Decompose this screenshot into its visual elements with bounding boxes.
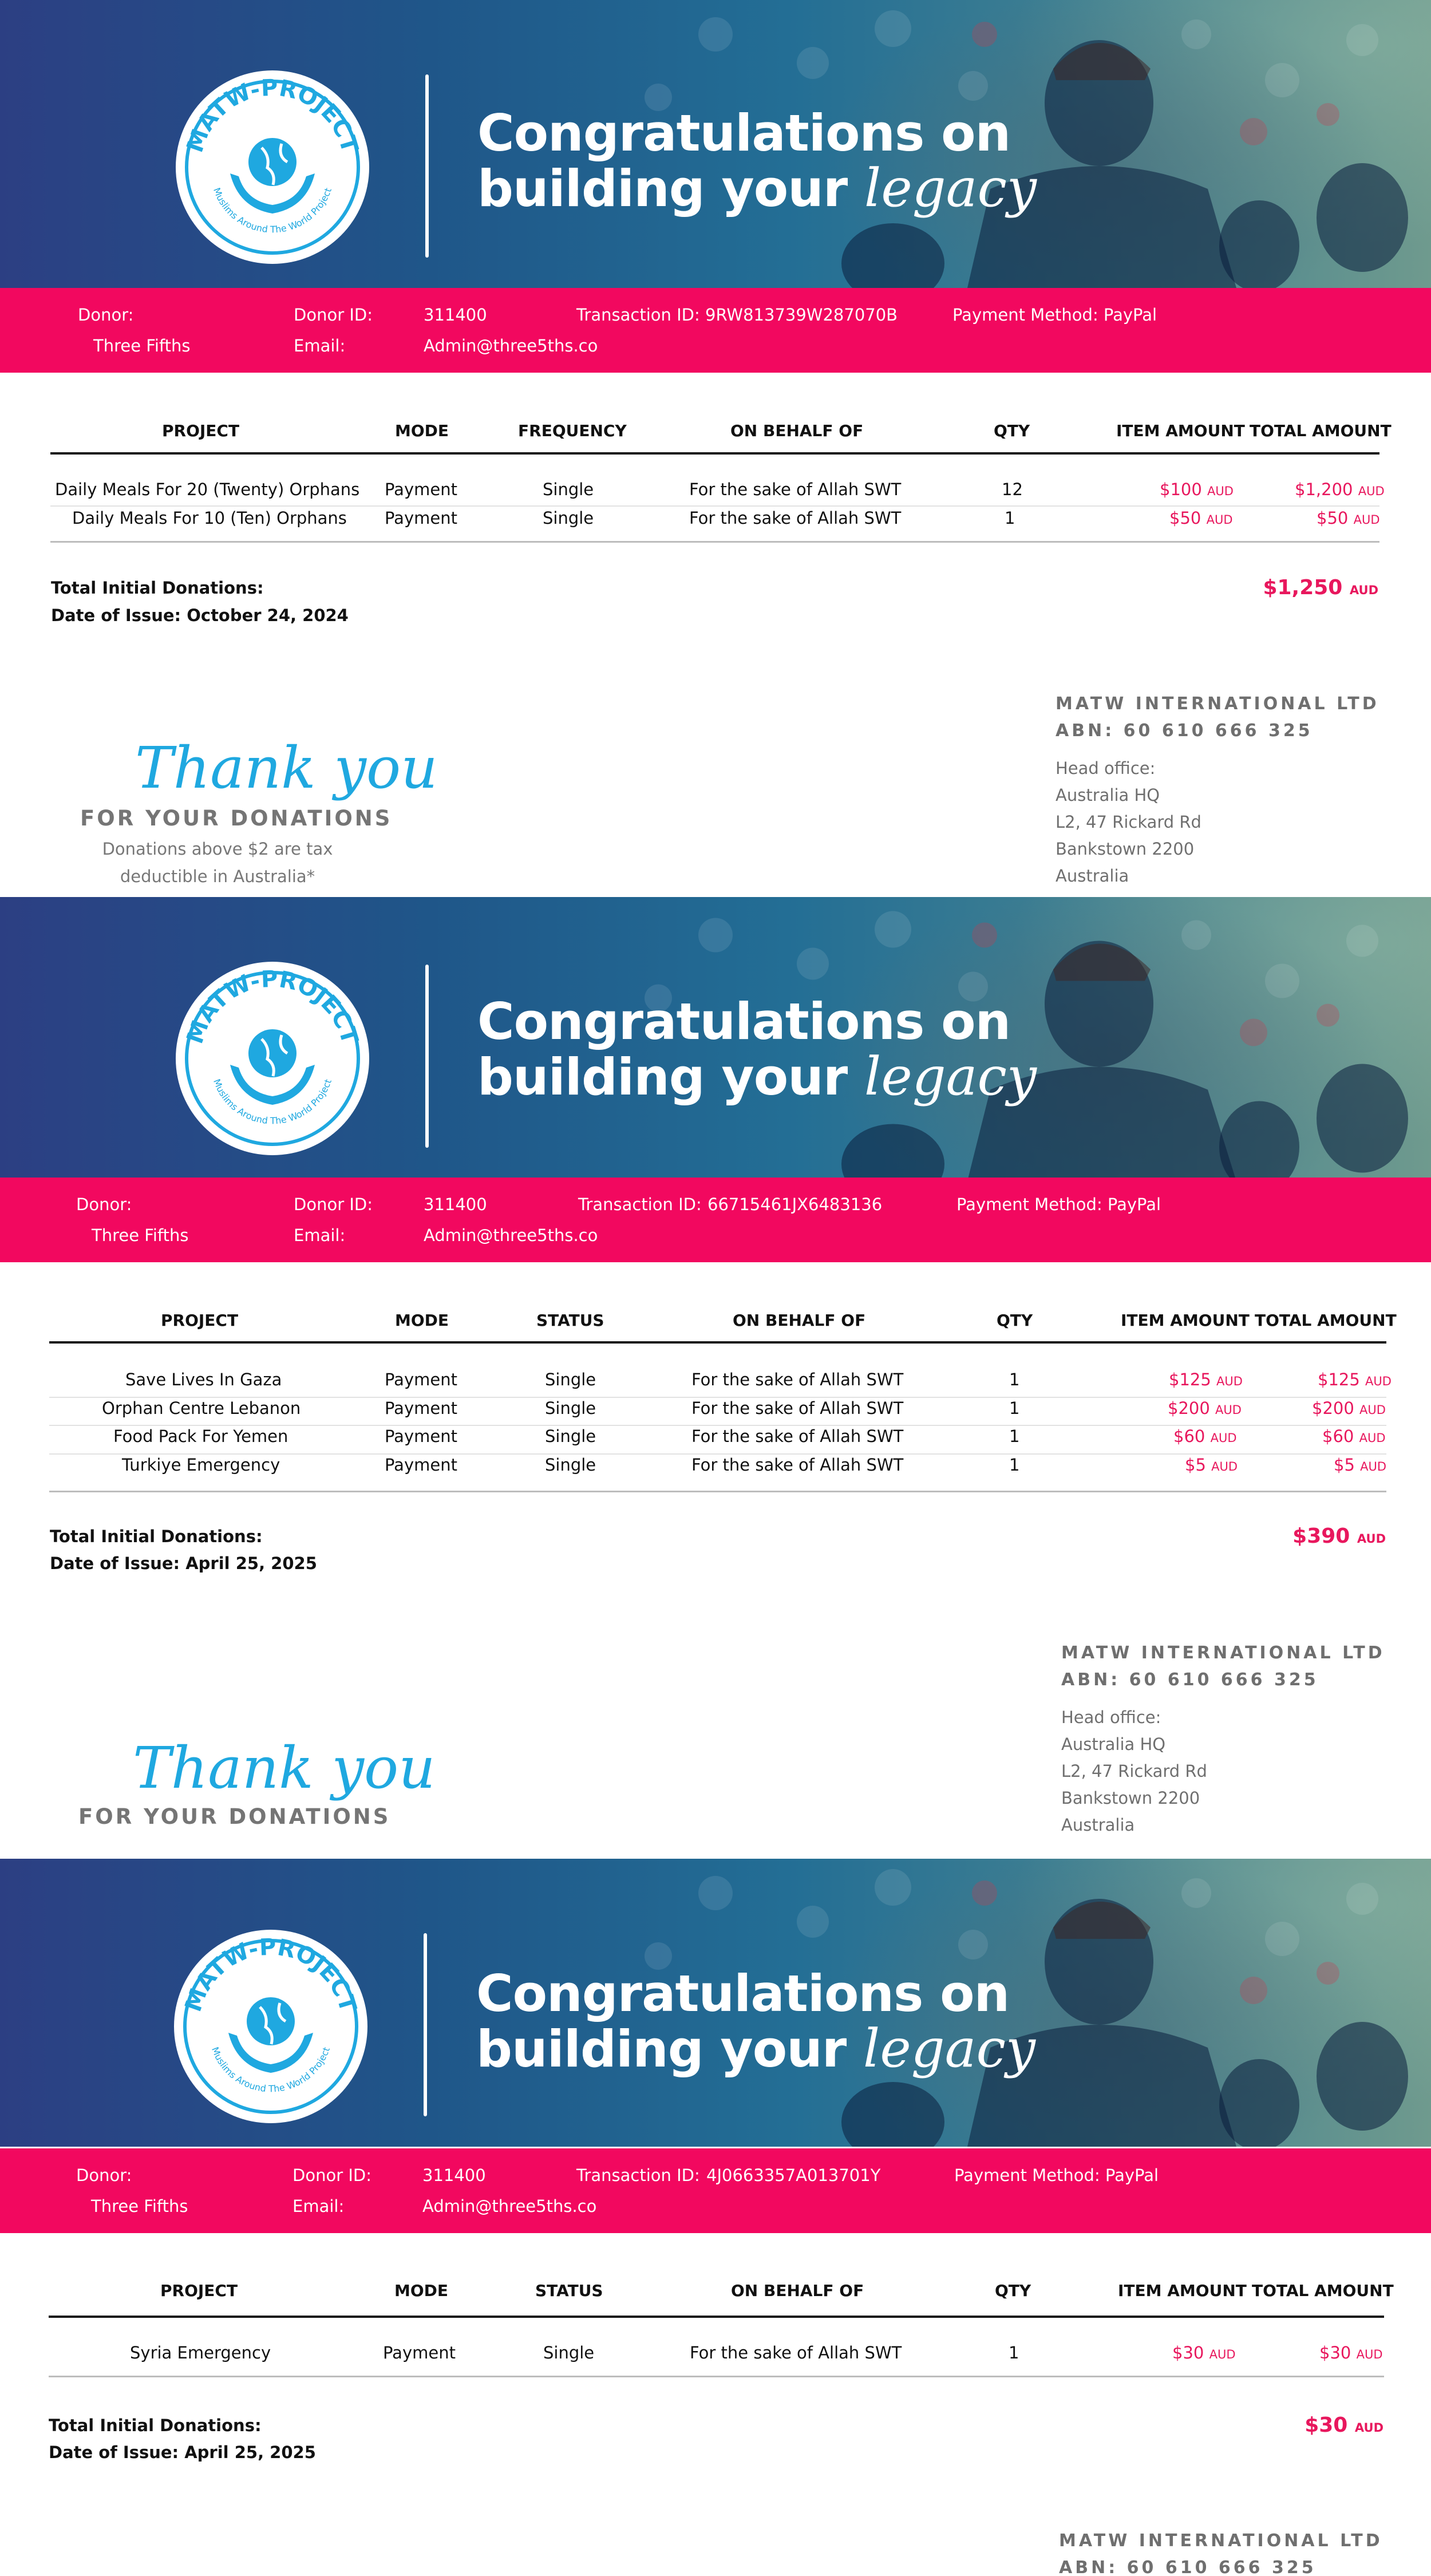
logo-subtitle: Muslims Around The World Project [211,186,334,235]
row-status: Single [545,1370,596,1389]
tax-note: Donations above $2 are tax deductible in Australia* [102,839,333,886]
row-qty: 1 [1009,1370,1020,1389]
row-project: Orphan Centre Lebanon [102,1398,301,1418]
address-line: Bankstown 2200 [1061,1788,1200,1808]
globe-hands-icon [228,1997,313,2073]
address-line: Australia [1056,866,1129,886]
email-value: Admin@three5ths.co [422,2196,597,2216]
logo-title: MATW-PROJECT [181,966,363,1048]
row-status: Single [545,1427,596,1446]
table-header-rule [49,1341,1386,1344]
headline-line2: building your [477,159,848,218]
thank-you-subtitle: FOR YOUR DONATIONS [78,1804,391,1829]
address-line: Australia HQ [1061,1735,1166,1754]
transaction-id-value: 4J0663357A013701Y [706,2166,881,2185]
globe-hands-icon [230,138,315,214]
row-item-amount: $125 AUD [1169,1370,1243,1389]
row-divider [49,1425,1386,1426]
row-behalf: For the sake of Allah SWT [691,1455,904,1475]
donor-id-label: Donor ID: [294,305,373,325]
row-mode: Payment [385,1427,457,1446]
col-qty: QTY [994,421,1030,440]
headline-line2: building your [477,1048,848,1107]
total-amount: $390 AUD [1292,1524,1386,1548]
row-item-amount: $5 AUD [1185,1455,1238,1475]
col-item-amount: ITEM AMOUNT [1116,421,1245,440]
row-total-amount: $200 AUD [1312,1398,1386,1418]
row-mode: Payment [385,1398,457,1418]
company-name: MATW INTERNATIONAL LTD [1056,694,1379,714]
col-status: STATUS [536,1311,604,1330]
row-project: Syria Emergency [130,2343,271,2362]
row-total-amount: $5 AUD [1334,1455,1387,1475]
col-behalf: ON BEHALF OF [730,421,864,440]
address-line: L2, 47 Rickard Rd [1061,1761,1207,1781]
date-of-issue: Date of Issue: April 25, 2025 [50,1554,317,1573]
donor-id-label: Donor ID: [292,2166,371,2185]
receipt-2 [0,897,1431,1859]
row-qty: 12 [1002,480,1023,499]
col-total-amount: TOTAL AMOUNT [1250,421,1392,440]
table-row [0,480,1431,508]
headline-script-word: legacy [863,2018,1036,2079]
row-qty: 1 [1009,1398,1020,1418]
donor-id-label: Donor ID: [294,1195,373,1214]
table-row [0,1427,1431,1455]
col-project: PROJECT [162,421,240,440]
date-of-issue: Date of Issue: October 24, 2024 [51,606,349,625]
logo-subtitle: Muslims Around The World Project [209,2045,332,2095]
row-mode: Payment [385,508,457,528]
receipt-banner [0,897,1431,1178]
donor-label: Donor: [76,1195,132,1214]
row-behalf: For the sake of Allah SWT [691,1370,904,1389]
table-end-rule [49,2376,1384,2377]
logo-title: MATW-PROJECT [180,1934,362,2016]
donor-id-value: 311400 [424,1195,487,1214]
row-divider [49,1397,1386,1398]
donor-info-bar [0,2148,1431,2233]
banner-headline [476,1966,1035,2077]
transaction-id-value: 9RW813739W287070B [705,305,898,325]
table-end-rule [49,1491,1386,1492]
row-item-amount: $100 AUD [1160,480,1234,499]
row-item-amount: $30 AUD [1172,2343,1236,2362]
col-status: STATUS [535,2281,603,2300]
payment-method: Payment Method: PayPal [954,2166,1159,2185]
col-frequency: FREQUENCY [518,421,627,440]
row-project: Daily Meals For 20 (Twenty) Orphans [55,480,360,499]
table-row [0,1398,1431,1427]
company-abn: ABN: 60 610 666 325 [1059,2558,1317,2576]
row-qty: 1 [1009,2343,1019,2362]
table-end-rule [50,541,1379,543]
banner-headline [477,104,1037,219]
matw-logo [176,962,369,1155]
row-mode: Payment [385,480,457,499]
total-amount: $1,250 AUD [1263,576,1378,599]
logo-subtitle: Muslims Around The World Project [211,1077,334,1127]
receipt-banner [0,1859,1431,2147]
row-total-amount: $125 AUD [1318,1370,1392,1389]
matw-logo [174,1930,367,2123]
donor-name: Three Fifths [91,2196,188,2216]
receipt-1 [0,0,1431,897]
headline-line1: Congratulations on [476,1964,1010,2023]
row-mode: Payment [383,2343,456,2362]
address-line: Bankstown 2200 [1056,839,1195,859]
col-qty: QTY [995,2281,1031,2300]
col-project: PROJECT [161,1311,239,1330]
row-behalf: For the sake of Allah SWT [691,1427,904,1446]
company-name: MATW INTERNATIONAL LTD [1059,2531,1383,2551]
banner-headline [477,994,1037,1105]
row-status: Single [543,2343,595,2362]
table-header-rule [49,2316,1384,2318]
address-line: Head office: [1061,1708,1161,1727]
headline-script-word: legacy [864,1046,1037,1107]
row-mode: Payment [385,1370,457,1389]
row-status: Single [545,1455,596,1475]
col-mode: MODE [395,1311,449,1330]
thank-you-script: Thank you [135,734,438,801]
row-divider [49,1453,1386,1455]
matw-logo [176,70,369,264]
donor-name: Three Fifths [92,1226,189,1245]
headline-line1: Congratulations on [477,104,1011,163]
thank-you-subtitle: FOR YOUR DONATIONS [80,806,393,831]
row-project: Food Pack For Yemen [113,1427,288,1446]
col-qty: QTY [997,1311,1033,1330]
headline-script-word: legacy [864,157,1037,219]
row-qty: 1 [1009,1427,1020,1446]
row-project: Daily Meals For 10 (Ten) Orphans [72,508,347,528]
banner-divider [424,1933,427,2116]
row-total-amount: $60 AUD [1322,1427,1386,1446]
col-mode: MODE [395,421,449,440]
row-total-amount: $50 AUD [1317,508,1380,528]
table-header-rule [50,452,1379,455]
logo-title: MATW-PROJECT [181,74,363,156]
donor-id-value: 311400 [424,305,487,325]
row-project: Turkiye Emergency [122,1455,280,1475]
row-item-amount: $60 AUD [1173,1427,1237,1446]
row-total-amount: $1,200 AUD [1295,480,1385,499]
banner-divider [425,965,429,1148]
address-line: Australia HQ [1056,785,1160,805]
row-behalf: For the sake of Allah SWT [691,1398,904,1418]
transaction-id-label: Transaction ID: [578,1195,702,1214]
receipt-banner [0,0,1431,288]
donor-id-value: 311400 [422,2166,486,2185]
row-item-amount: $50 AUD [1169,508,1233,528]
row-mode: Payment [385,1455,457,1475]
row-project: Save Lives In Gaza [125,1370,282,1389]
email-label: Email: [294,336,346,355]
row-behalf: For the sake of Allah SWT [689,480,902,499]
table-row [0,1455,1431,1484]
donor-label: Donor: [76,2166,132,2185]
email-label: Email: [292,2196,345,2216]
thank-you-script: Thank you [133,1735,436,1801]
table-row [0,2343,1431,2372]
row-total-amount: $30 AUD [1319,2343,1383,2362]
address-line: L2, 47 Rickard Rd [1056,812,1201,832]
col-total-amount: TOTAL AMOUNT [1255,1311,1397,1330]
col-mode: MODE [394,2281,449,2300]
date-of-issue: Date of Issue: April 25, 2025 [49,2443,316,2462]
transaction-id-label: Transaction ID: [576,305,700,325]
company-abn: ABN: 60 610 666 325 [1056,721,1313,741]
row-frequency: Single [543,480,594,499]
transaction-id-value: 66715461JX6483136 [707,1195,883,1214]
email-value: Admin@three5ths.co [424,336,598,355]
col-total-amount: TOTAL AMOUNT [1252,2281,1394,2300]
row-qty: 1 [1009,1455,1020,1475]
total-label: Total Initial Donations: [49,2416,262,2435]
payment-method: Payment Method: PayPal [956,1195,1161,1214]
row-divider [50,505,1379,507]
table-row [0,1370,1431,1398]
payment-method: Payment Method: PayPal [952,305,1157,325]
total-label: Total Initial Donations: [50,1527,263,1546]
col-item-amount: ITEM AMOUNT [1118,2281,1247,2300]
company-abn: ABN: 60 610 666 325 [1061,1670,1319,1690]
address-line: Australia [1061,1815,1135,1835]
donor-label: Donor: [78,305,134,325]
total-amount: $30 AUD [1304,2413,1383,2437]
donor-name: Three Fifths [93,336,191,355]
col-behalf: ON BEHALF OF [731,2281,864,2300]
email-label: Email: [294,1226,346,1245]
transaction-id-label: Transaction ID: [576,2166,700,2185]
row-item-amount: $200 AUD [1168,1398,1242,1418]
row-status: Single [545,1398,596,1418]
row-behalf: For the sake of Allah SWT [689,508,902,528]
row-qty: 1 [1005,508,1015,528]
total-label: Total Initial Donations: [51,578,264,598]
company-name: MATW INTERNATIONAL LTD [1061,1643,1385,1663]
email-value: Admin@three5ths.co [424,1226,598,1245]
receipt-3 [0,1859,1431,2576]
row-behalf: For the sake of Allah SWT [690,2343,902,2362]
table-row [0,508,1431,537]
col-item-amount: ITEM AMOUNT [1121,1311,1250,1330]
address-line: Head office: [1056,758,1156,778]
headline-line2: building your [476,2020,847,2079]
banner-divider [425,74,429,258]
row-frequency: Single [543,508,594,528]
donor-info-bar [0,1178,1431,1262]
col-behalf: ON BEHALF OF [733,1311,866,1330]
donor-info-bar [0,288,1431,373]
col-project: PROJECT [160,2281,238,2300]
headline-line1: Congratulations on [477,992,1011,1051]
globe-hands-icon [230,1029,315,1105]
